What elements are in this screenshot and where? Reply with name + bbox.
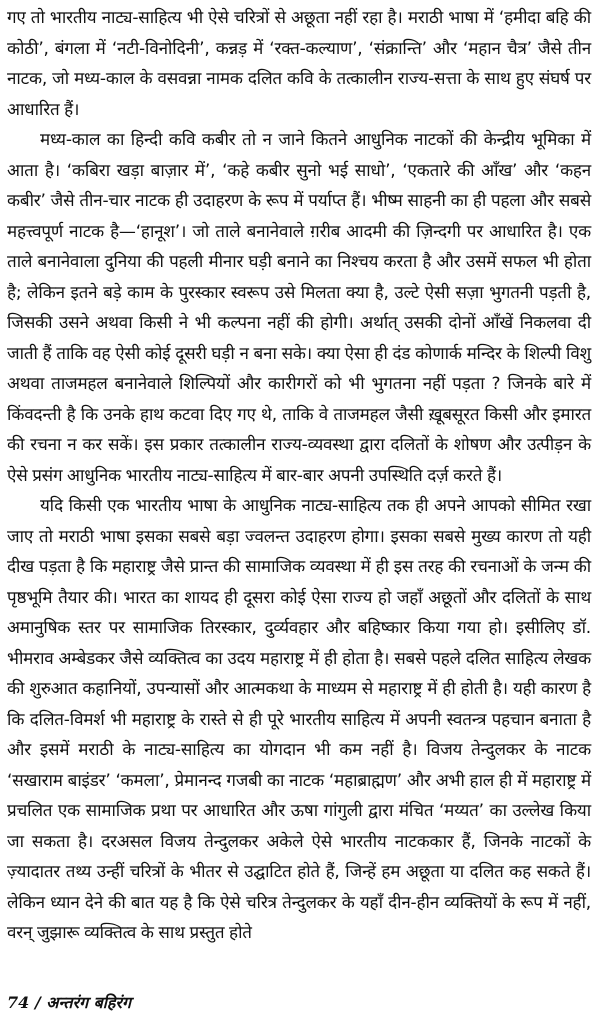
paragraph-2: मध्य-काल का हिन्दी कवि कबीर तो न जाने कितने आधुनिक नाटकों की केन्द्रीय भूमिका में आता है। ‘कबिरा खड़ा बाज़ार में’, ‘कहे कबीर सुनो भई साधो’, ‘एकतारे की आँख’ और ‘कहन कबीर’ जैसे तीन-चार नाटक ही उदाहरण के रूप में पर्याप्त हैं। भीष्म साहनी का ही पहला और सबसे महत्त्वपूर्ण नाटक है—‘हानूश’। जो ताले बनानेवाले ग़रीब आदमी की ज़िन्दगी पर आधारित है। एक ताले बनानेवाला दुनिया की पहली मीनार घड़ी बनाने का निश्चय करता है और उसमें सफल भी होता है; लेकिन इतने बड़े काम के पुरस्कार स्वरूप उसे मिलता क्या है, उल्टे ऐसी सज़ा भुगतनी पड़ती है, जिसकी उसने अथवा किसी ने भी कल्पना नहीं की होगी। अर्थात् उसकी दोनों आँखें निकलवा दी जाती हैं ताकि वह ऐसी कोई दूसरी घड़ी न बना सके। क्या ऐसा ही दंड कोणार्क मन्दिर के शिल्पी विशु अथवा ताजमहल बनानेवाले शिल्पियों और कारीगरों को भी भुगतना नहीं पड़ता ? जिनके बारे में किंवदन्ती है कि उनके हाथ कटवा दिए गए थे, ताकि वे ताजमहल जैसी ख़ूबसूरत किसी और इमारत की रचना न कर सकें। इस प्रकार तत्कालीन राज्य-व्यवस्था द्वारा दलितों के शोषण और उत्पीड़न के ऐसे प्रसंग आधुनिक भारतीय नाट्य-साहित्य में बार-बार अपनी उपस्थिति दर्ज़ करते हैं। <box>7 130 591 486</box>
body-text <box>7 3 591 949</box>
paragraph-3: यदि किसी एक भारतीय भाषा के आधुनिक नाट्य-साहित्य तक ही अपने आपको सीमित रखा जाए तो मराठी भाषा इसका सबसे बड़ा ज्वलन्त उदाहरण होगा। इसका सबसे मुख्य कारण तो यही दीख पड़ता है कि महाराष्ट्र जैसे प्रान्त की सामाजिक व्यवस्था में ही इस तरह की रचनाओं के जन्म की पृष्ठभूमि तैयार की। भारत का शायद ही दूसरा कोई ऐसा राज्य हो जहाँ अछूतों और दलितों के साथ अमानुषिक स्तर पर सामाजिक तिरस्कार, दुर्व्यवहार और बहिष्कार किया गया हो। इसीलिए डॉ. भीमराव अम्बेडकर जैसे व्यक्तित्व का उदय महाराष्ट्र में ही होता है। सबसे पहले दलित साहित्य लेखक की शुरुआत कहानियों, उपन्यासों और आत्मकथा के माध्यम से महाराष्ट्र में ही होती है। यही कारण है कि दलित-विमर्श भी महाराष्ट्र के रास्ते से ही पूरे भारतीय साहित्य में अपनी स्वतन्त्र पहचान बनाता है और इसमें मराठी के नाट्य-साहित्य का योगदान भी कम नहीं है। विजय तेन्दुलकर के नाटक ‘सखाराम बाइंडर’ ‘कमला’, प्रेमानन्द गजबी का नाटक ‘महाब्राह्मण’ और अभी हाल ही में महाराष्ट्र में प्रचलित एक सामाजिक प्रथा पर आधारित और ऊषा गांगुली द्वारा मंचित ‘मय्यत’ का उल्लेख किया जा सकता है। दरअसल विजय तेन्दुलकर अकेले ऐसे भारतीय नाटककार हैं, जिनके नाटकों के ज़्यादातर तथ्य उन्हीं चरित्रों के भीतर से उद्घाटित होते हैं, जिन्हें हम अछूता या दलित कह सकते हैं। लेकिन ध्यान देने की बात यह है कि ऐसे चरित्र तेन्दुलकर के यहाँ दीन-हीन व्यक्तियों के रूप में नहीं, वरन् जुझारू व्यक्तित्व के साथ प्रस्तुत होते <box>7 496 591 943</box>
paragraph-1: गए तो भारतीय नाट्य-साहित्य भी ऐसे चरित्रों से अछूता नहीं रहा है। मराठी भाषा में ‘हमीदा बहि की कोठी’, बंगला में ‘नटी-विनोदिनी’, कन्नड़ में ‘रक्त-कल्याण’, ‘संक्रान्ति’ और ‘महान चैत्र’ जैसे तीन नाटक, जो मध्य-काल के वसवन्ना नामक दलित कवि के तत्कालीन राज्य-सत्ता के साथ हुए संघर्ष पर आधारित हैं। <box>7 8 591 120</box>
page-footer: 74 / अन्तरंग बहिरंग <box>7 993 131 1012</box>
